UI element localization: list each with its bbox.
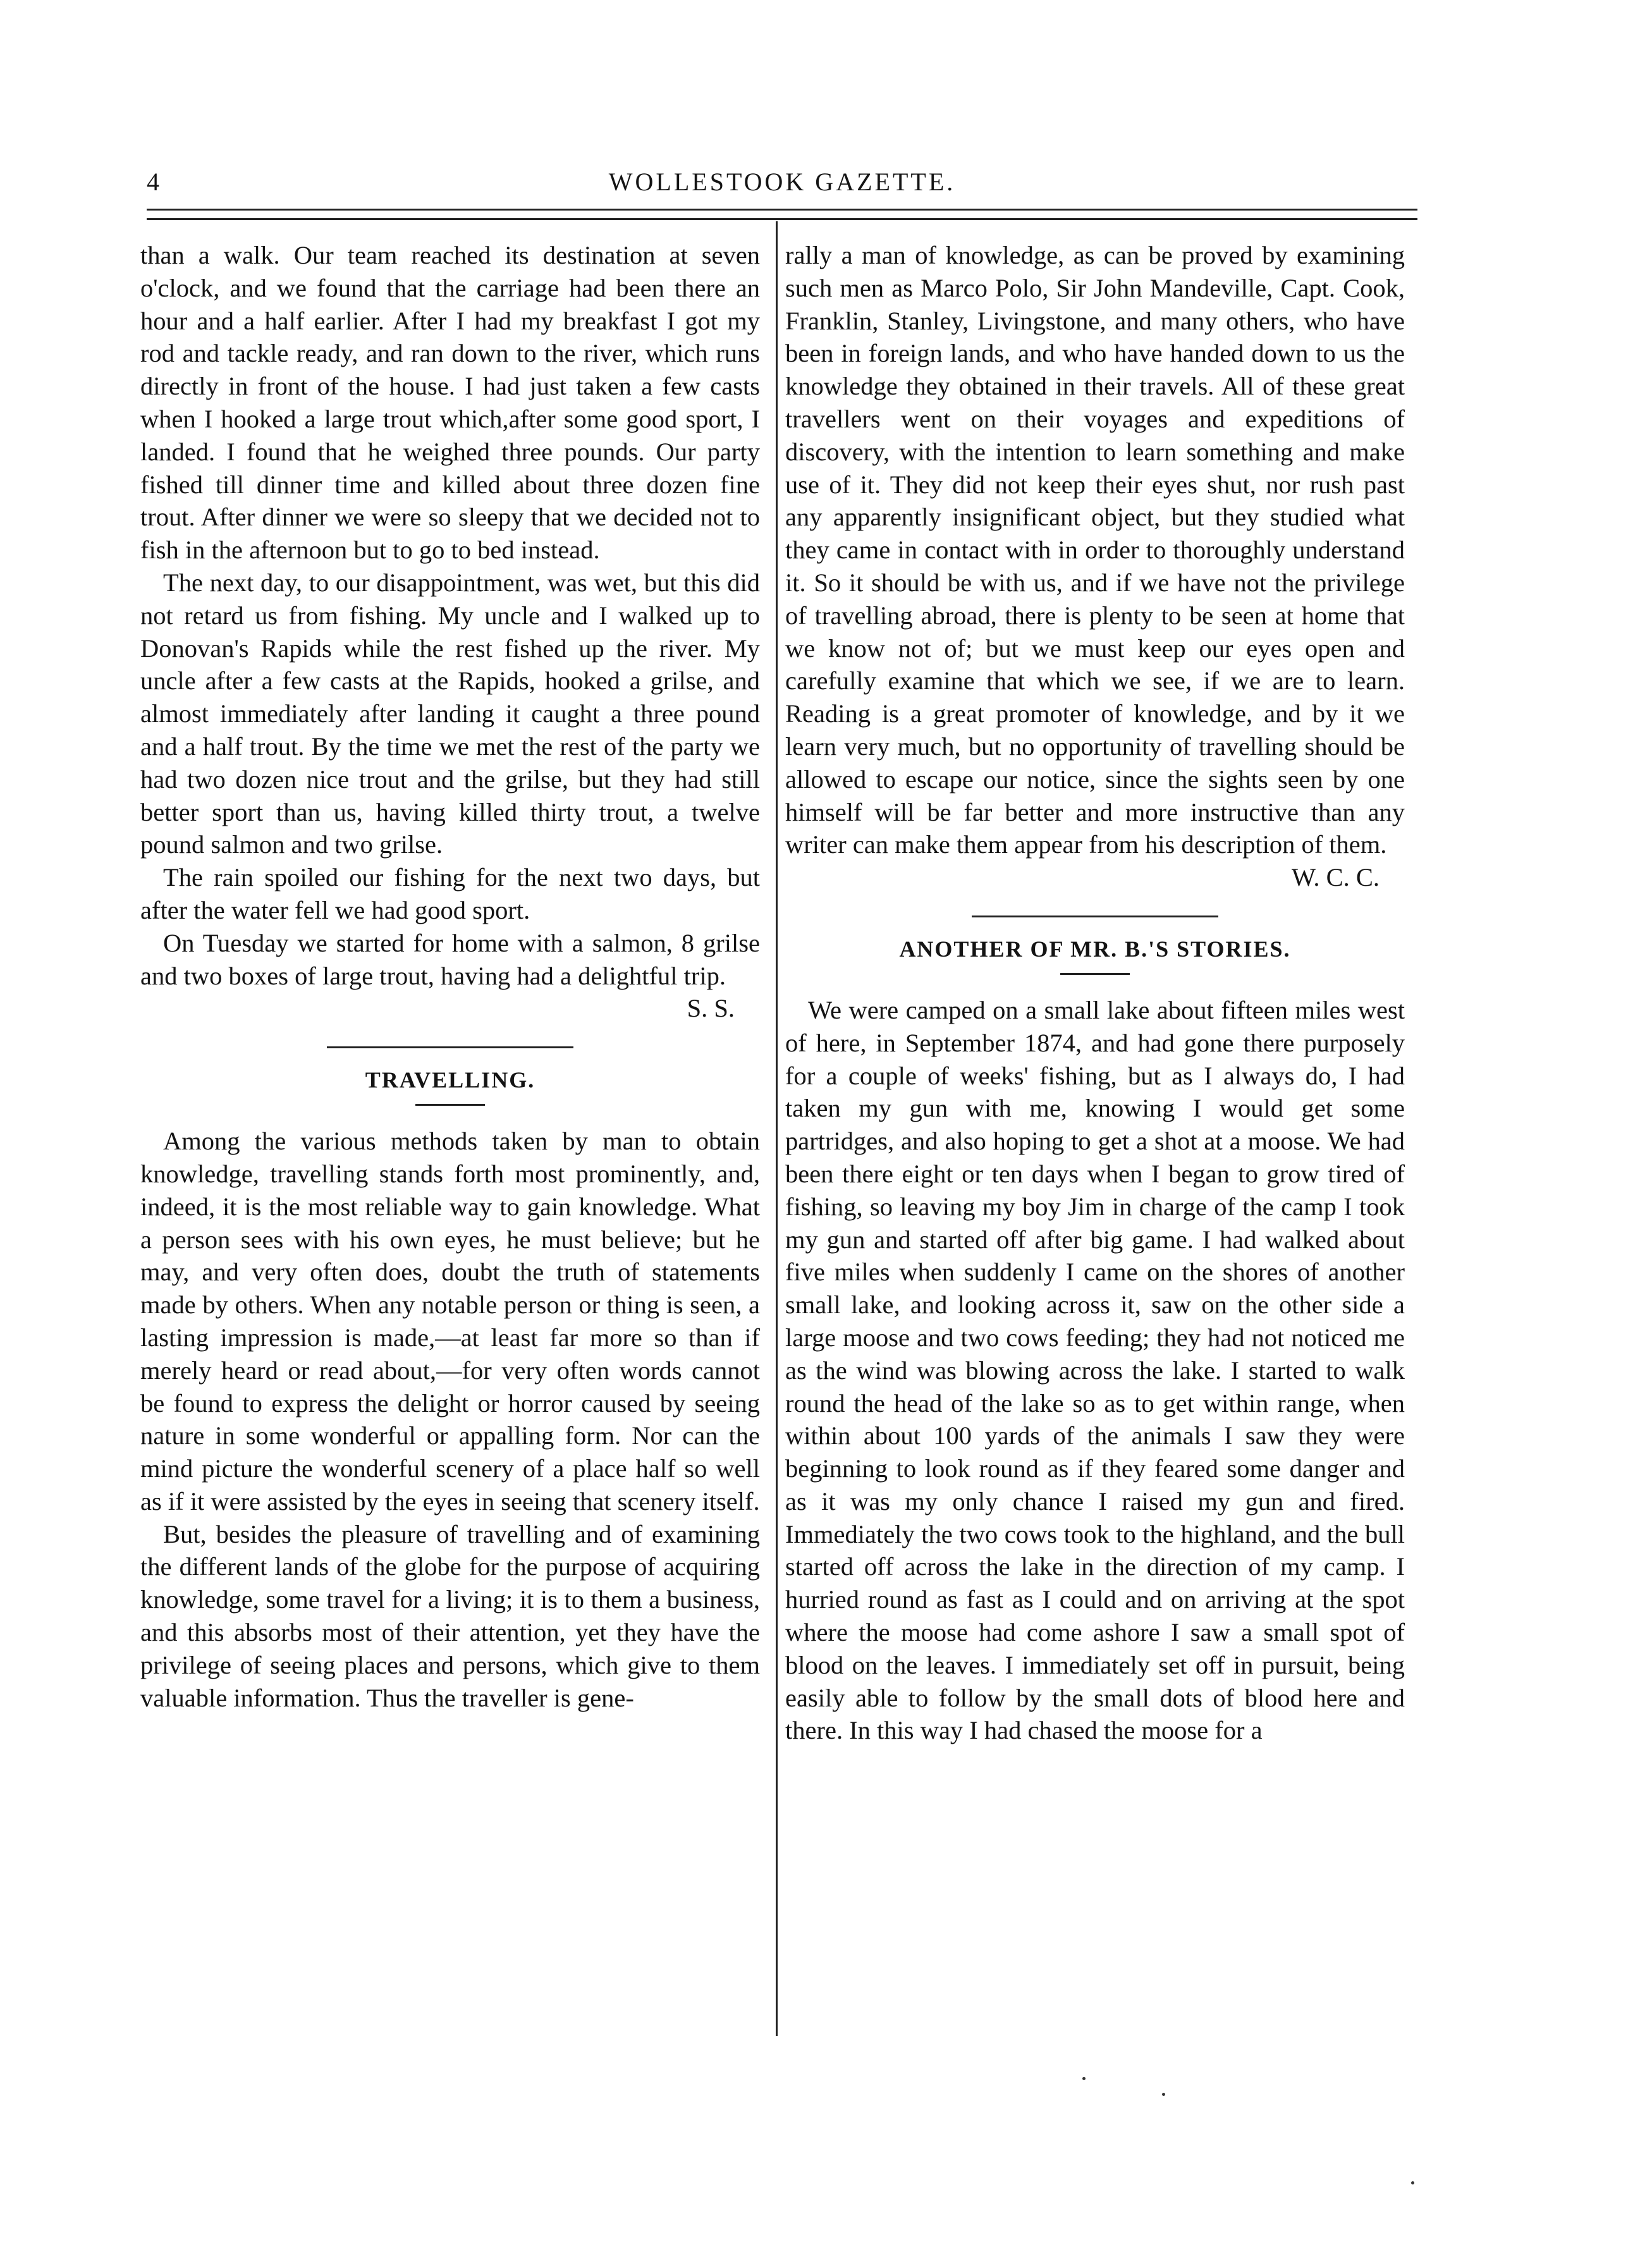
signoff-line [140,992,760,1025]
heading-underline [1060,973,1130,975]
paragraph [140,927,760,993]
section-divider [327,1046,573,1048]
left-column [140,239,760,1714]
column-divider [776,221,778,2036]
paragraph-text: On Tuesday we started for home with a salmon, 8 grilse and two boxes of large trout, having had a delightful trip. [140,928,760,990]
print-speck [1082,2077,1086,2080]
author-signature: W. C. C. [1291,863,1380,892]
paragraph: We were camped on a small lake about fifteen miles west of here, in September 1874, and had gone there purposely for a couple of weeks' fishing, but as I always do, I had taken my gun with me, knowing I would get some partridges, and also hoping to get a shot at a moose. We had been there eight or ten days when I began to grow tired of fishing, so leaving my boy Jim in charge of the camp I took my gun and started off after big game. I had walked about five miles when suddenly I came on the shores of another small lake, and looking across it, saw on the other side a large moose and two cows feeding; they had not noticed me as the wind was blowing across the lake. I started to walk round the head of the lake so as to get within range, when within about 100 yards of the animals I saw they were beginning to look round as if they feared some danger and as it was my only chance I raised my gun and fired. Immediately the two cows took to the highland, and the bull started off across the lake in the direction of my camp. I hurried round as fast as I could and on arriving at the spot where the moose had come ashore I saw a small spot of blood on the leaves. I immediately set off in pursuit, being easily able to follow by the small dots of blood here and there. In this way I had chased the moose for a [785,995,1405,1745]
author-signature: S. S. [687,994,735,1023]
section-divider [972,916,1218,917]
page-header [147,163,1417,201]
paragraph: rally a man of knowledge, as can be proved by examining such men as Marco Polo, Sir John Mandeville, Capt. Cook, Franklin, Stanley, Livingstone, and many others, who have been in foreign lands, and who have handed down to us the knowledge they obtained in their travels. All of these great travellers went on their voyages and expeditions of discovery, with the intention to learn something and make use of it. They did not keep their eyes shut, nor rush past any apparently insignificant object, but they studied what they came in contact with in order to thoroughly understand it. So it should be with us, and if we have not the privilege of travelling abroad, there is plenty to be seen at home that we know not of; but we must keep our eyes open and carefully examine that which we see, if we are to learn. Reading is a great promoter of knowledge, and by it we learn very much, but no opportunity of travelling should be allowed to escape our notice, since the sights seen by one himself will be far better and more instructive than any writer can make them appear from his description of them. [785,241,1405,859]
paragraph: than a walk. Our team reached its destination at seven o'clock, and we found that the carriage had been there an hour and a half earlier. After I had my breakfast I got my rod and tackle ready, and ran down to the river, which runs directly in front of the house. I had just taken a few casts when I hooked a large trout which,after some good sport, I landed. I found that he weighed three pounds. Our party fished till dinner time and killed about three dozen fine trout. After dinner we were so sleepy that we decided not to fish in the afternoon but to go to bed instead. [140,241,760,565]
page-number: 4 [147,168,159,196]
print-speck [1411,2181,1414,2184]
article-heading: ANOTHER OF MR. B.'S STORIES. [899,936,1291,962]
right-column [785,239,1405,1747]
paragraph: But, besides the pleasure of travelling and of examining the different lands of the globe for the purpose of acquiring knowledge, some travel for a living; it is to them a business, and this absorbs most of their attention, yet they have the privilege of seeing places and persons, which give to them valuable information. Thus the traveller is gene- [140,1519,760,1712]
article-heading: TRAVELLING. [365,1067,535,1093]
paragraph: The rain spoiled our fishing for the next two days, but after the water fell we had good sport. [140,863,760,924]
print-speck [1162,2093,1165,2096]
paragraph: The next day, to our disappointment, was wet, but this did not retard us from fishing. My uncle and I walked up to Donovan's Rapids while the rest fished up the river. My uncle after a few casts at the Rapids, hooked a grilse, and almost immediately after landing it caught a three pound and a half trout. By the time we met the rest of the party we had two dozen nice trout and the grilse, but they had still better sport than us, having killed thirty trout, a twelve pound salmon and two grilse. [140,568,760,859]
heading-underline [415,1104,485,1106]
paragraph: Among the various methods taken by man to obtain knowledge, travelling stands forth most prominently, and, indeed, it is the most reliable way to gain knowledge. What a person sees with his own eyes, he must believe; but he may, and very often does, doubt the truth of statements made by others. When any notable person or thing is seen, a lasting impression is made,—at least far more so than if merely heard or read about,—for very often words cannot be found to express the delight or horror caused by seeing nature in some wonderful or appalling form. Nor can the mind picture the wonderful scenery of a place half so well as if it were assisted by the eyes in seeing that scenery itself. [140,1127,760,1516]
signoff-line [785,861,1405,894]
newspaper-title: WOLLESTOOK GAZETTE. [608,168,956,196]
header-double-rule [147,209,1417,220]
